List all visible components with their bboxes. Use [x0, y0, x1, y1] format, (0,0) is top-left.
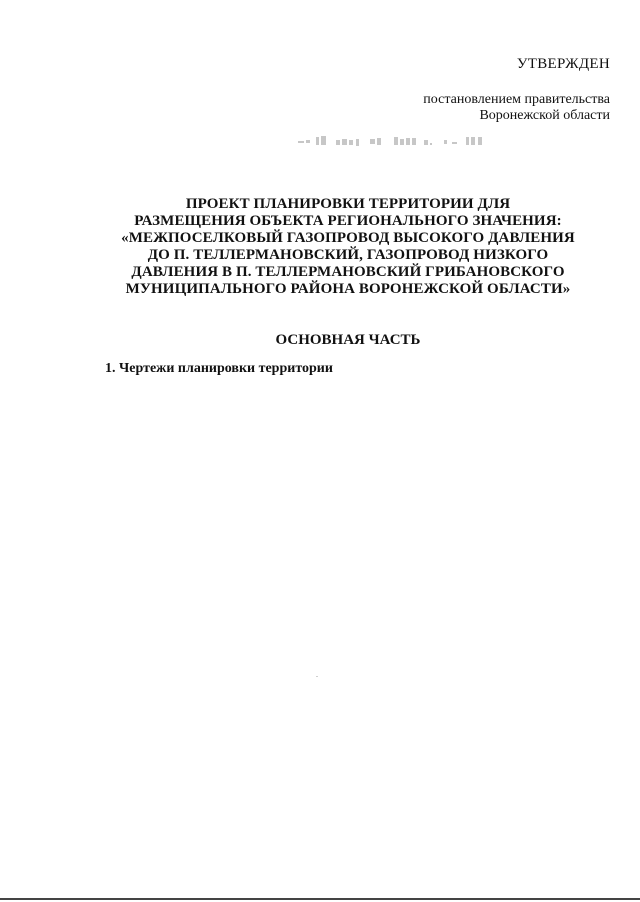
title-line-1: ПРОЕКТ ПЛАНИРОВКИ ТЕРРИТОРИИ ДЛЯ	[185, 196, 511, 212]
title-line-5: ДАВЛЕНИЯ В П. ТЕЛЛЕРМАНОВСКИЙ ГРИБАНОВСКОГО	[131, 264, 565, 280]
document-title	[80, 196, 616, 298]
title-line-2: РАЗМЕЩЕНИЯ ОБЪЕКТА РЕГИОНАЛЬНОГО ЗНАЧЕНИЯ:	[134, 213, 562, 229]
approval-stamp-heading: УТВЕРЖДЕН	[516, 56, 610, 72]
bottom-edge-rule	[0, 898, 640, 900]
title-line-6: МУНИЦИПАЛЬНОГО РАЙОНА ВОРОНЕЖСКОЙ ОБЛАСТИ»	[125, 281, 571, 297]
decree-line-2: Воронежской области	[479, 108, 610, 123]
section-heading: ОСНОВНАЯ ЧАСТЬ	[275, 332, 421, 348]
scan-speck	[316, 676, 318, 677]
faint-decree-date-stamp	[296, 133, 524, 149]
title-line-4: ДО П. ТЕЛЛЕРМАНОВСКИЙ, ГАЗОПРОВОД НИЗКОГО	[147, 247, 549, 263]
list-item: 1. Чертежи планировки территории	[105, 361, 333, 376]
decree-line-1: постановлением правительства	[423, 92, 610, 107]
title-line-3: «МЕЖПОСЕЛКОВЫЙ ГАЗОПРОВОД ВЫСОКОГО ДАВЛЕНИЯ	[121, 230, 575, 246]
